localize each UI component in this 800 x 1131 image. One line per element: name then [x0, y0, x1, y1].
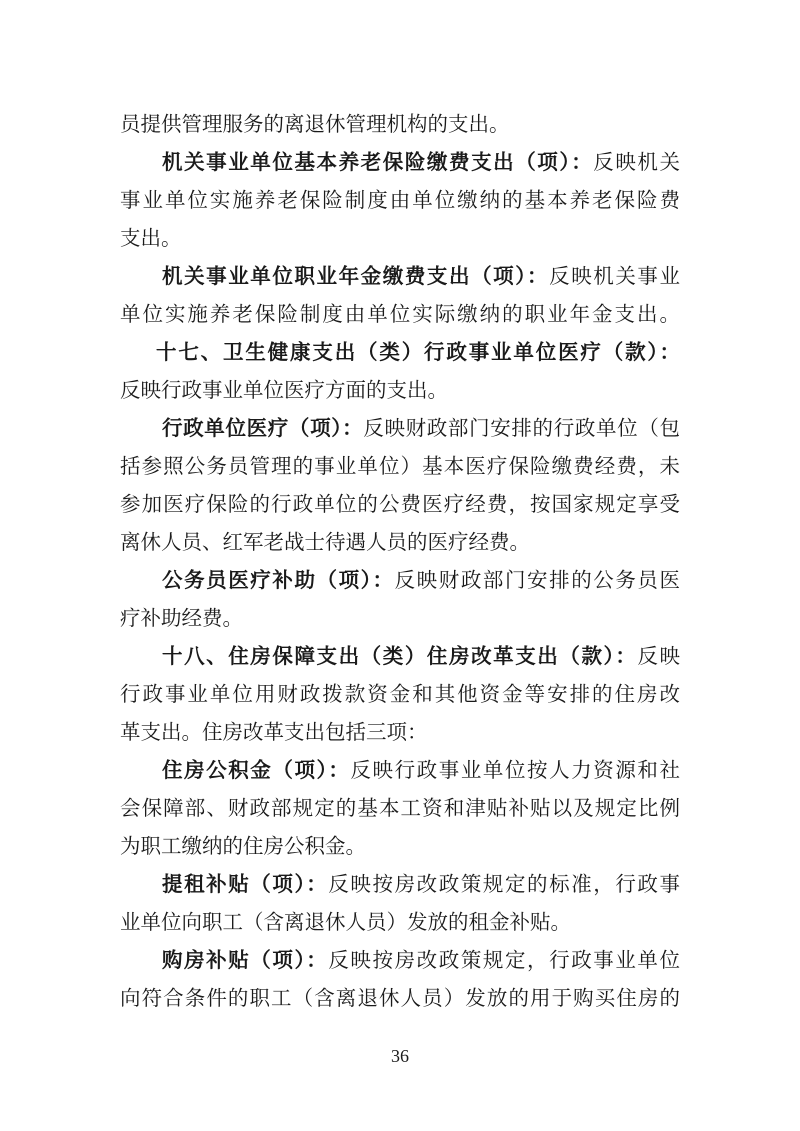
item-heading: 机关事业单位职业年金缴费支出（项）： — [162, 264, 550, 288]
text-line: 为职工缴纳的住房公积金。 — [120, 834, 366, 858]
text-line: 公务员医疗补助（项）：反映财政部门安排的公务员医 — [162, 568, 680, 592]
text-line: 购房补贴（项）：反映按房改政策规定，行政事业单位 — [162, 948, 680, 972]
item-heading: 购房补贴（项）： — [162, 948, 329, 972]
text-line: 业单位向职工（含离退休人员）发放的租金补贴。 — [120, 910, 571, 934]
item-heading: 公务员医疗补助（项）： — [162, 568, 395, 592]
text-line: 行政事业单位用财政拨款资金和其他资金等安排的住房改 — [120, 682, 680, 706]
text-line: 会保障部、财政部规定的基本工资和津贴补贴以及规定比例 — [120, 796, 680, 820]
text-line: 十八、住房保障支出（类）住房改革支出（款）：反映 — [162, 644, 680, 668]
text-line: 向符合条件的职工（含离退休人员）发放的用于购买住房的 — [120, 986, 680, 1010]
text-line: 疗补助经费。 — [120, 606, 243, 630]
text-line: 住房公积金（项）：反映行政事业单位按人力资源和社 — [162, 758, 680, 782]
text-line: 机关事业单位基本养老保险缴费支出（项）：反映机关 — [162, 150, 680, 174]
text-line: 单位实施养老保险制度由单位实际缴纳的职业年金支出。 — [120, 302, 680, 326]
text-line: 员提供管理服务的离退休管理机构的支出。 — [120, 112, 510, 136]
item-heading: 行政单位医疗（项）： — [162, 416, 364, 440]
text-line: 机关事业单位职业年金缴费支出（项）：反映机关事业 — [162, 264, 680, 288]
text-line — [156, 333, 680, 371]
text-line: 提租补贴（项）：反映按房改政策规定的标准，行政事 — [162, 872, 680, 896]
item-heading: 提租补贴（项）： — [162, 872, 329, 896]
text-line: 革支出。住房改革支出包括三项： — [120, 720, 428, 744]
text-line: 反映行政事业单位医疗方面的支出。 — [120, 378, 448, 402]
text-line: 支出。 — [120, 226, 182, 250]
section-heading: 十七、卫生健康支出（类）行政事业单位医疗（款）： — [156, 340, 680, 364]
item-heading: 住房公积金（项）： — [162, 758, 351, 782]
section-heading: 十八、住房保障支出（类）住房改革支出（款）： — [162, 644, 638, 668]
text-line: 事业单位实施养老保险制度由单位缴纳的基本养老保险费 — [120, 188, 680, 212]
text-line: 括参照公务员管理的事业单位）基本医疗保险缴费经费，未 — [120, 454, 680, 478]
page-number: 36 — [391, 1046, 409, 1066]
text-line: 离休人员、红军老战士待遇人员的医疗经费。 — [120, 530, 530, 554]
text-line: 参加医疗保险的行政单位的公费医疗经费，按国家规定享受 — [120, 492, 680, 516]
item-heading: 机关事业单位基本养老保险缴费支出（项）： — [162, 150, 594, 174]
text-line: 行政单位医疗（项）：反映财政部门安排的行政单位（包 — [162, 416, 680, 440]
